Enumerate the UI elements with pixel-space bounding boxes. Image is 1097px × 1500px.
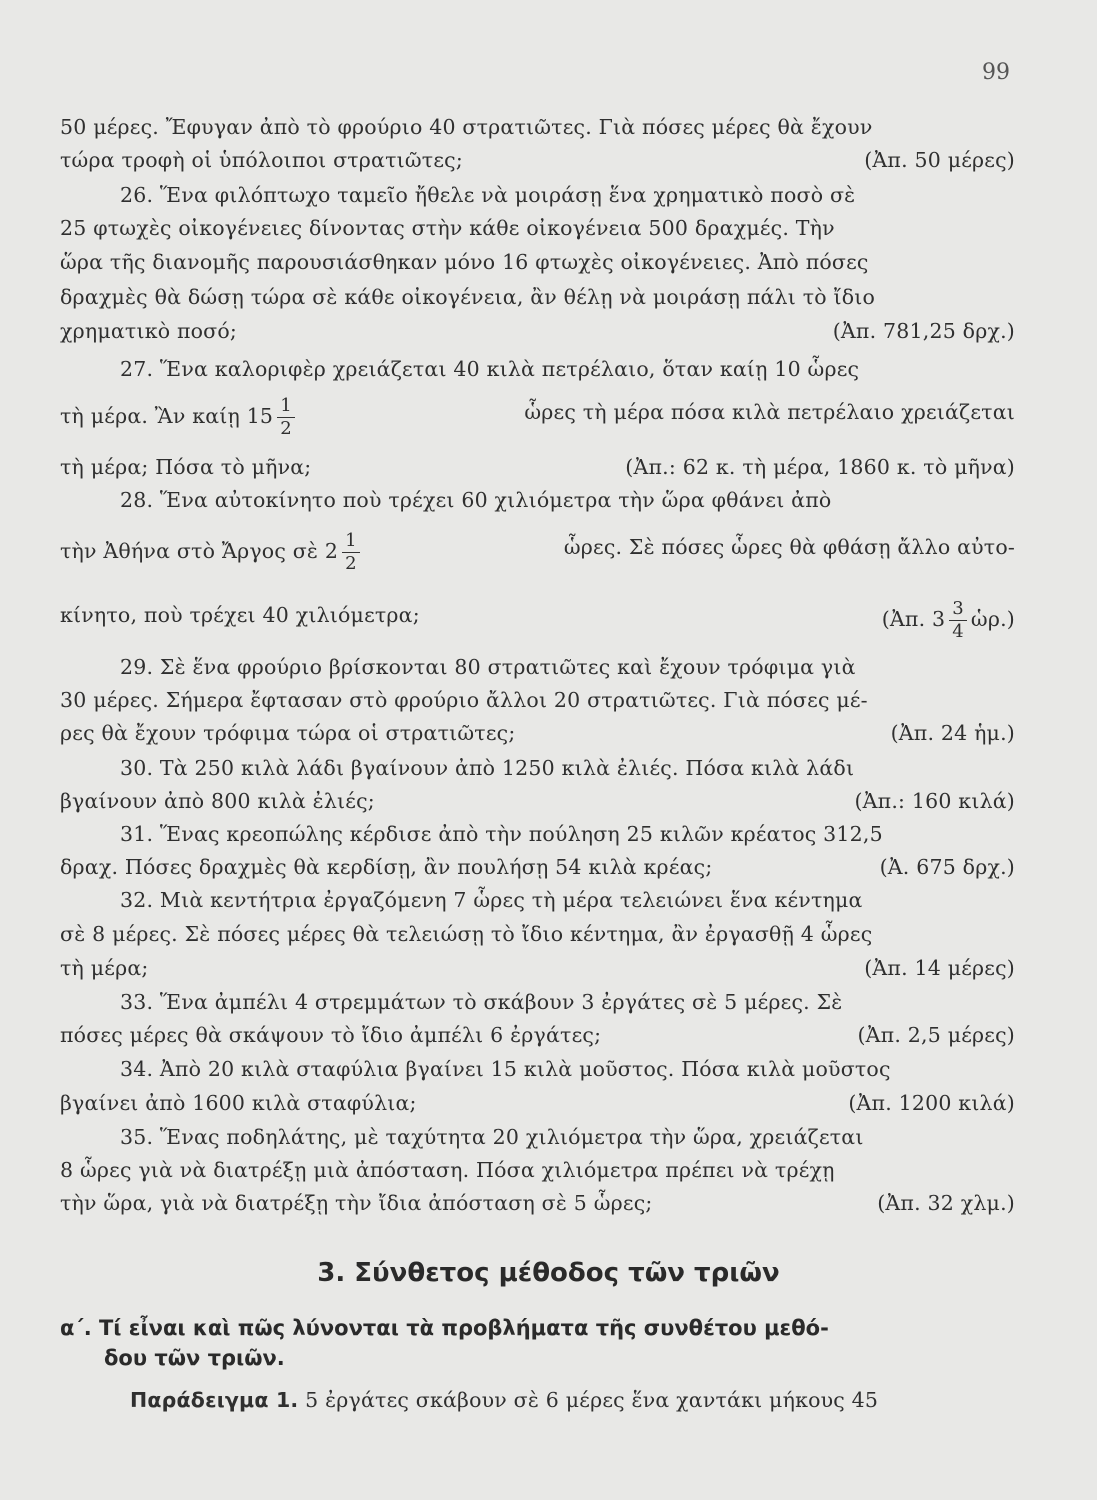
subheading-continued: δου τῶν τριῶν.	[104, 1346, 285, 1370]
fraction-one-half: $\frac{1}{2}$	[342, 532, 360, 573]
answer: (Ἀπ. 50 μέρες)	[864, 148, 1015, 172]
section-heading: 3. Σύνθετος μέθοδος τῶν τριῶν	[317, 1258, 780, 1288]
answer: (Ἀπ. 781,25 δρχ.)	[832, 319, 1015, 343]
answer: (Ἀπ. 32 χλμ.)	[877, 1191, 1015, 1215]
answer: (Ἀπ. 1200 κιλά)	[848, 1091, 1015, 1115]
answer: (Ἀπ.: 160 κιλά)	[854, 789, 1015, 813]
answer: (Ἀπ. 14 μέρες)	[864, 956, 1015, 980]
book-page: 99 50 μέρες. Ἔφυγαν ἀπὸ τὸ φρούριο 40 στρατιῶτες. Γιὰ πόσες μέρες θὰ ἔχουν τώρα τροφὴ οἱ ὑπόλοιποι στρατιῶτες; (Ἀπ. 50 μέρες) 26. Ἕνα φιλόπτωχο ταμεῖο ἤθελε νὰ μοιράσῃ ἕνα χρηματικὸ ποσὸ σὲ 25 φτωχὲς οἰκογένειες δίνοντας στὴν κάθε οἰκογένεια 500 δραχμές. Τὴν ὥρα τῆς διανομῆς παρουσιάσθηκαν μόνο 16 φτωχὲς οἰκογένειες. Ἀπὸ πόσες δραχμὲς θὰ δώσῃ τώρα σὲ κάθε οἰκογένεια, ἂν θέλῃ νὰ μοιράσῃ πάλι τὸ ἴδιο χρηματικὸ ποσό; (Ἀπ. 781,25 δρχ.) 27. Ἕνα καλοριφὲρ χρειάζεται 40 κιλὰ πετρέλαιο, ὅταν καίῃ 10 ὧρες τὴ μέρα. Ἂν καίῃ 15 $\frac{1}{2}$ ὧρες τὴ μέρα πόσα κιλὰ πετρέλαιο χρειάζεται τὴ μέρα; Πόσα τὸ μῆνα; (Ἀπ.: 62 κ. τὴ μέρα, 1860 κ. τὸ μῆνα) 28. Ἕνα αὐτοκίνητο ποὺ τρέχει 60 χιλιόμετρα τὴν ὥρα φθάνει ἀπὸ τὴν Ἀθήνα στὸ Ἄργος σὲ 2 $\frac{1}{2}$ ὧρες. Σὲ πόσες ὧρες θὰ φθάσῃ ἄλλο αὐτο- κίνητο, ποὺ τρέχει 40 χιλιόμετρα; (Ἀπ. 3 $\frac{3}{4}$ ὡρ.) 29. Σὲ ἕνα φρούριο βρίσκονται 80 στρατιῶτες καὶ ἔχουν τρόφιμα γιὰ 30 μέρες. Σήμερα ἔφτασαν στὸ φρούριο ἄλλοι 20 στρατιῶτες. Γιὰ πόσες μέ- ρες θὰ ἔχουν τρόφιμα τώρα οἱ στρατιῶτες; (Ἀπ. 24 ἡμ.) 30. Τὰ 250 κιλὰ λάδι βγαίνουν ἀπὸ 1250 κιλὰ ἐλιές. Πόσα κιλὰ λάδι βγαίνουν ἀπὸ 800 κιλὰ ἐλιές; (Ἀπ.: 160 κιλά) 31. Ἕνας κρεοπώλης κέρδισε ἀπὸ τὴν πούληση 25 κιλῶν κρέατος 312,5 δραχ. Πόσες δραχμὲς θὰ κερδίσῃ, ἂν πουλήσῃ 54 κιλὰ κρέας; (Ἀ. 675 δρχ.) 32. Μιὰ κεντήτρια ἐργαζόμενη 7 ὧρες τὴ μέρα τελειώνει ἕνα κέντημα σὲ 8 μέρες. Σὲ πόσες μέρες θὰ τελειώσῃ τὸ ἴδιο κέντημα, ἂν ἐργασθῇ 4 ὧρες τὴ μέρα; (Ἀπ. 14 μέρες) 33. Ἕνα ἀμπέλι 4 στρεμμάτων τὸ σκάβουν 3 ἐργάτες σὲ 5 μέρες. Σὲ πόσες μέρες θὰ σκάψουν τὸ ἴδιο ἀμπέλι 6 ἐργάτες; (Ἀπ. 2,5 μέρες) 34. Ἀπὸ 20 κιλὰ σταφύλια βγαίνει 15 κιλὰ μοῦστος. Πόσα κιλὰ μοῦστος βγαίνει ἀπὸ 1600 κιλὰ σταφύλια; (Ἀπ. 1200 κιλά) 35. Ἕνας ποδηλάτης, μὲ ταχύτητα 20 χιλιόμετρα τὴν ὥρα, χρειάζεται 8 ὧρες γιὰ νὰ διατρέξῃ μιὰ ἀπόσταση. Πόσα χιλιόμετρα πρέπει νὰ τρέχῃ τὴν ὥρα, γιὰ νὰ διατρέξῃ τὴν ἴδια ἀπόσταση σὲ 5 ὧρες; (Ἀπ. 32 χλμ.) 3. Σύνθετος μέθοδος τῶν τριῶν α΄. Τί εἶναι καὶ πῶς λύνονται τὰ προβλήματα τῆς συνθέτου μεθό- δου τῶν τριῶν. Παράδειγμα 1. 5 ἐργάτες σκάβουν σὲ 6 μέρες ἕνα χαντάκι μήκους 45	[0, 0, 1097, 1500]
answer: (Ἀπ. 2,5 μέρες)	[857, 1023, 1015, 1047]
answer: (Ἀπ. 24 ἡμ.)	[890, 721, 1015, 745]
page-number: 99	[982, 60, 1010, 85]
answer: (Ἀπ.: 62 κ. τὴ μέρα, 1860 κ. τὸ μῆνα)	[625, 455, 1015, 479]
subheading: α΄. Τί εἶναι καὶ πῶς λύνονται τὰ προβλήματα τῆς συνθέτου μεθό-	[60, 1316, 829, 1340]
answer: (Ἀ. 675 δρχ.)	[879, 855, 1015, 879]
fraction-one-half: $\frac{1}{2}$	[277, 397, 295, 438]
example-label: Παράδειγμα 1.	[130, 1388, 299, 1412]
answer: (Ἀπ. 3 $\frac{3}{4}$ ὡρ.)	[881, 598, 1015, 642]
fraction-three-quarters: $\frac{3}{4}$	[949, 600, 967, 641]
